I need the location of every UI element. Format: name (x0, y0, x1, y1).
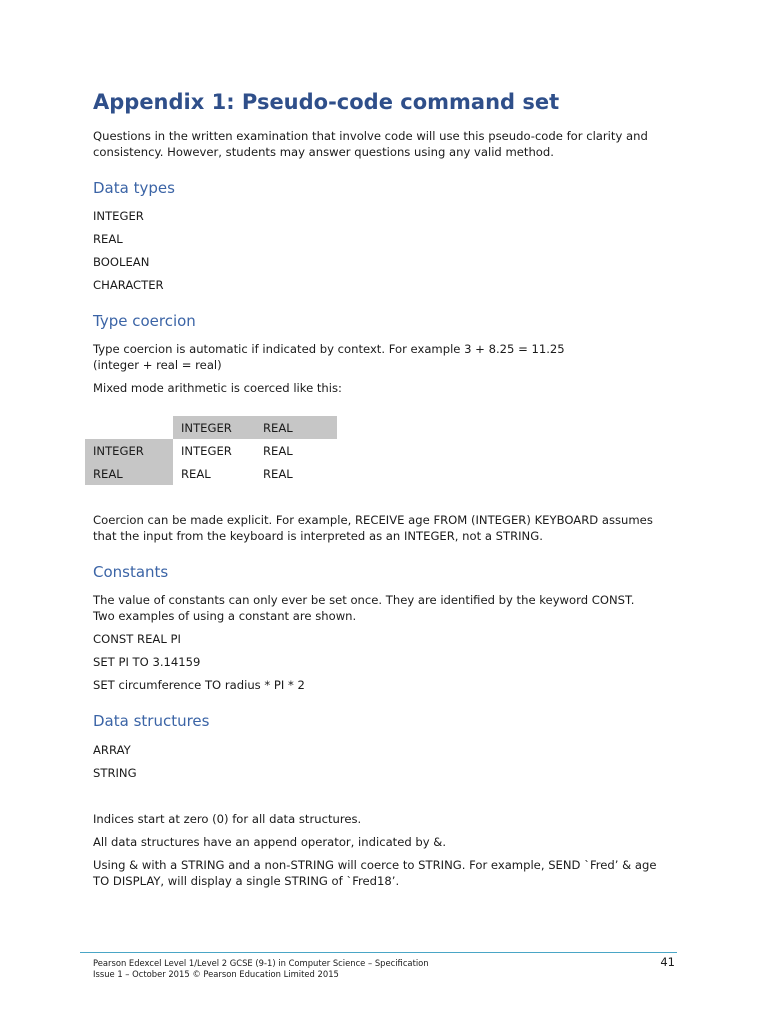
indices-note: Indices start at zero (0) for all data structures. (93, 812, 362, 826)
table-cell: REAL (263, 443, 293, 458)
table-header-cell: INTEGER (173, 416, 255, 439)
table-cell (85, 416, 173, 439)
table-row-header: REAL (85, 462, 173, 485)
table-row-header: INTEGER (85, 439, 173, 462)
heading-type-coercion: Type coercion (93, 312, 196, 330)
table-row (85, 439, 337, 462)
table-row (85, 462, 337, 485)
table-header-cell: REAL (255, 416, 337, 439)
page-title: Appendix 1: Pseudo-code command set (93, 90, 560, 114)
intro-line-1: Questions in the written examination that involve code will use this pseudo-code for clarity and (93, 129, 648, 143)
footer-line-1: Pearson Edexcel Level 1/Level 2 GCSE (9-1) in Computer Science – Specification (93, 958, 429, 968)
table-cell: REAL (263, 466, 293, 481)
data-type-item: BOOLEAN (93, 255, 150, 269)
string-coercion-line-1: Using & with a STRING and a non-STRING will coerce to STRING. For example, SEND `Fred’ & age (93, 858, 657, 872)
footer-line-2: Issue 1 – October 2015 © Pearson Education Limited 2015 (93, 969, 339, 979)
coercion-line-1: Type coercion is automatic if indicated by context. For example 3 + 8.25 = 11.25 (93, 342, 565, 356)
data-type-item: INTEGER (93, 209, 144, 223)
coercion-mixed-mode: Mixed mode arithmetic is coerced like this: (93, 381, 342, 395)
heading-constants: Constants (93, 563, 169, 581)
footer (93, 958, 429, 980)
page-number: 41 (660, 955, 675, 969)
constants-line-2: Two examples of using a constant are shown. (93, 609, 357, 623)
heading-data-types: Data types (93, 179, 175, 197)
coercion-line-2: (integer + real = real) (93, 358, 222, 372)
append-note: All data structures have an append operator, indicated by &. (93, 835, 447, 849)
footer-divider (80, 952, 677, 953)
coercion-explicit-line-1: Coercion can be made explicit. For example, RECEIVE age FROM (INTEGER) KEYBOARD assumes (93, 513, 653, 527)
table-cell: REAL (181, 466, 211, 481)
heading-data-structures: Data structures (93, 712, 210, 730)
table-cell: INTEGER (181, 443, 232, 458)
data-structure-item: ARRAY (93, 743, 131, 757)
string-coercion-line-2: TO DISPLAY, will display a single STRING of `Fred18’. (93, 874, 400, 888)
data-structure-item: STRING (93, 766, 137, 780)
coercion-explicit-line-2: that the input from the keyboard is interpreted as an INTEGER, not a STRING. (93, 529, 543, 543)
table-header-row (85, 416, 337, 439)
data-type-item: CHARACTER (93, 278, 164, 292)
intro-line-2: consistency. However, students may answer questions using any valid method. (93, 145, 554, 159)
constants-line-1: The value of constants can only ever be set once. They are identified by the keyword CONST. (93, 593, 635, 607)
coercion-table (85, 416, 337, 485)
constant-example: CONST REAL PI (93, 632, 181, 646)
data-type-item: REAL (93, 232, 123, 246)
constant-example: SET circumference TO radius * PI * 2 (93, 678, 305, 692)
constant-example: SET PI TO 3.14159 (93, 655, 201, 669)
